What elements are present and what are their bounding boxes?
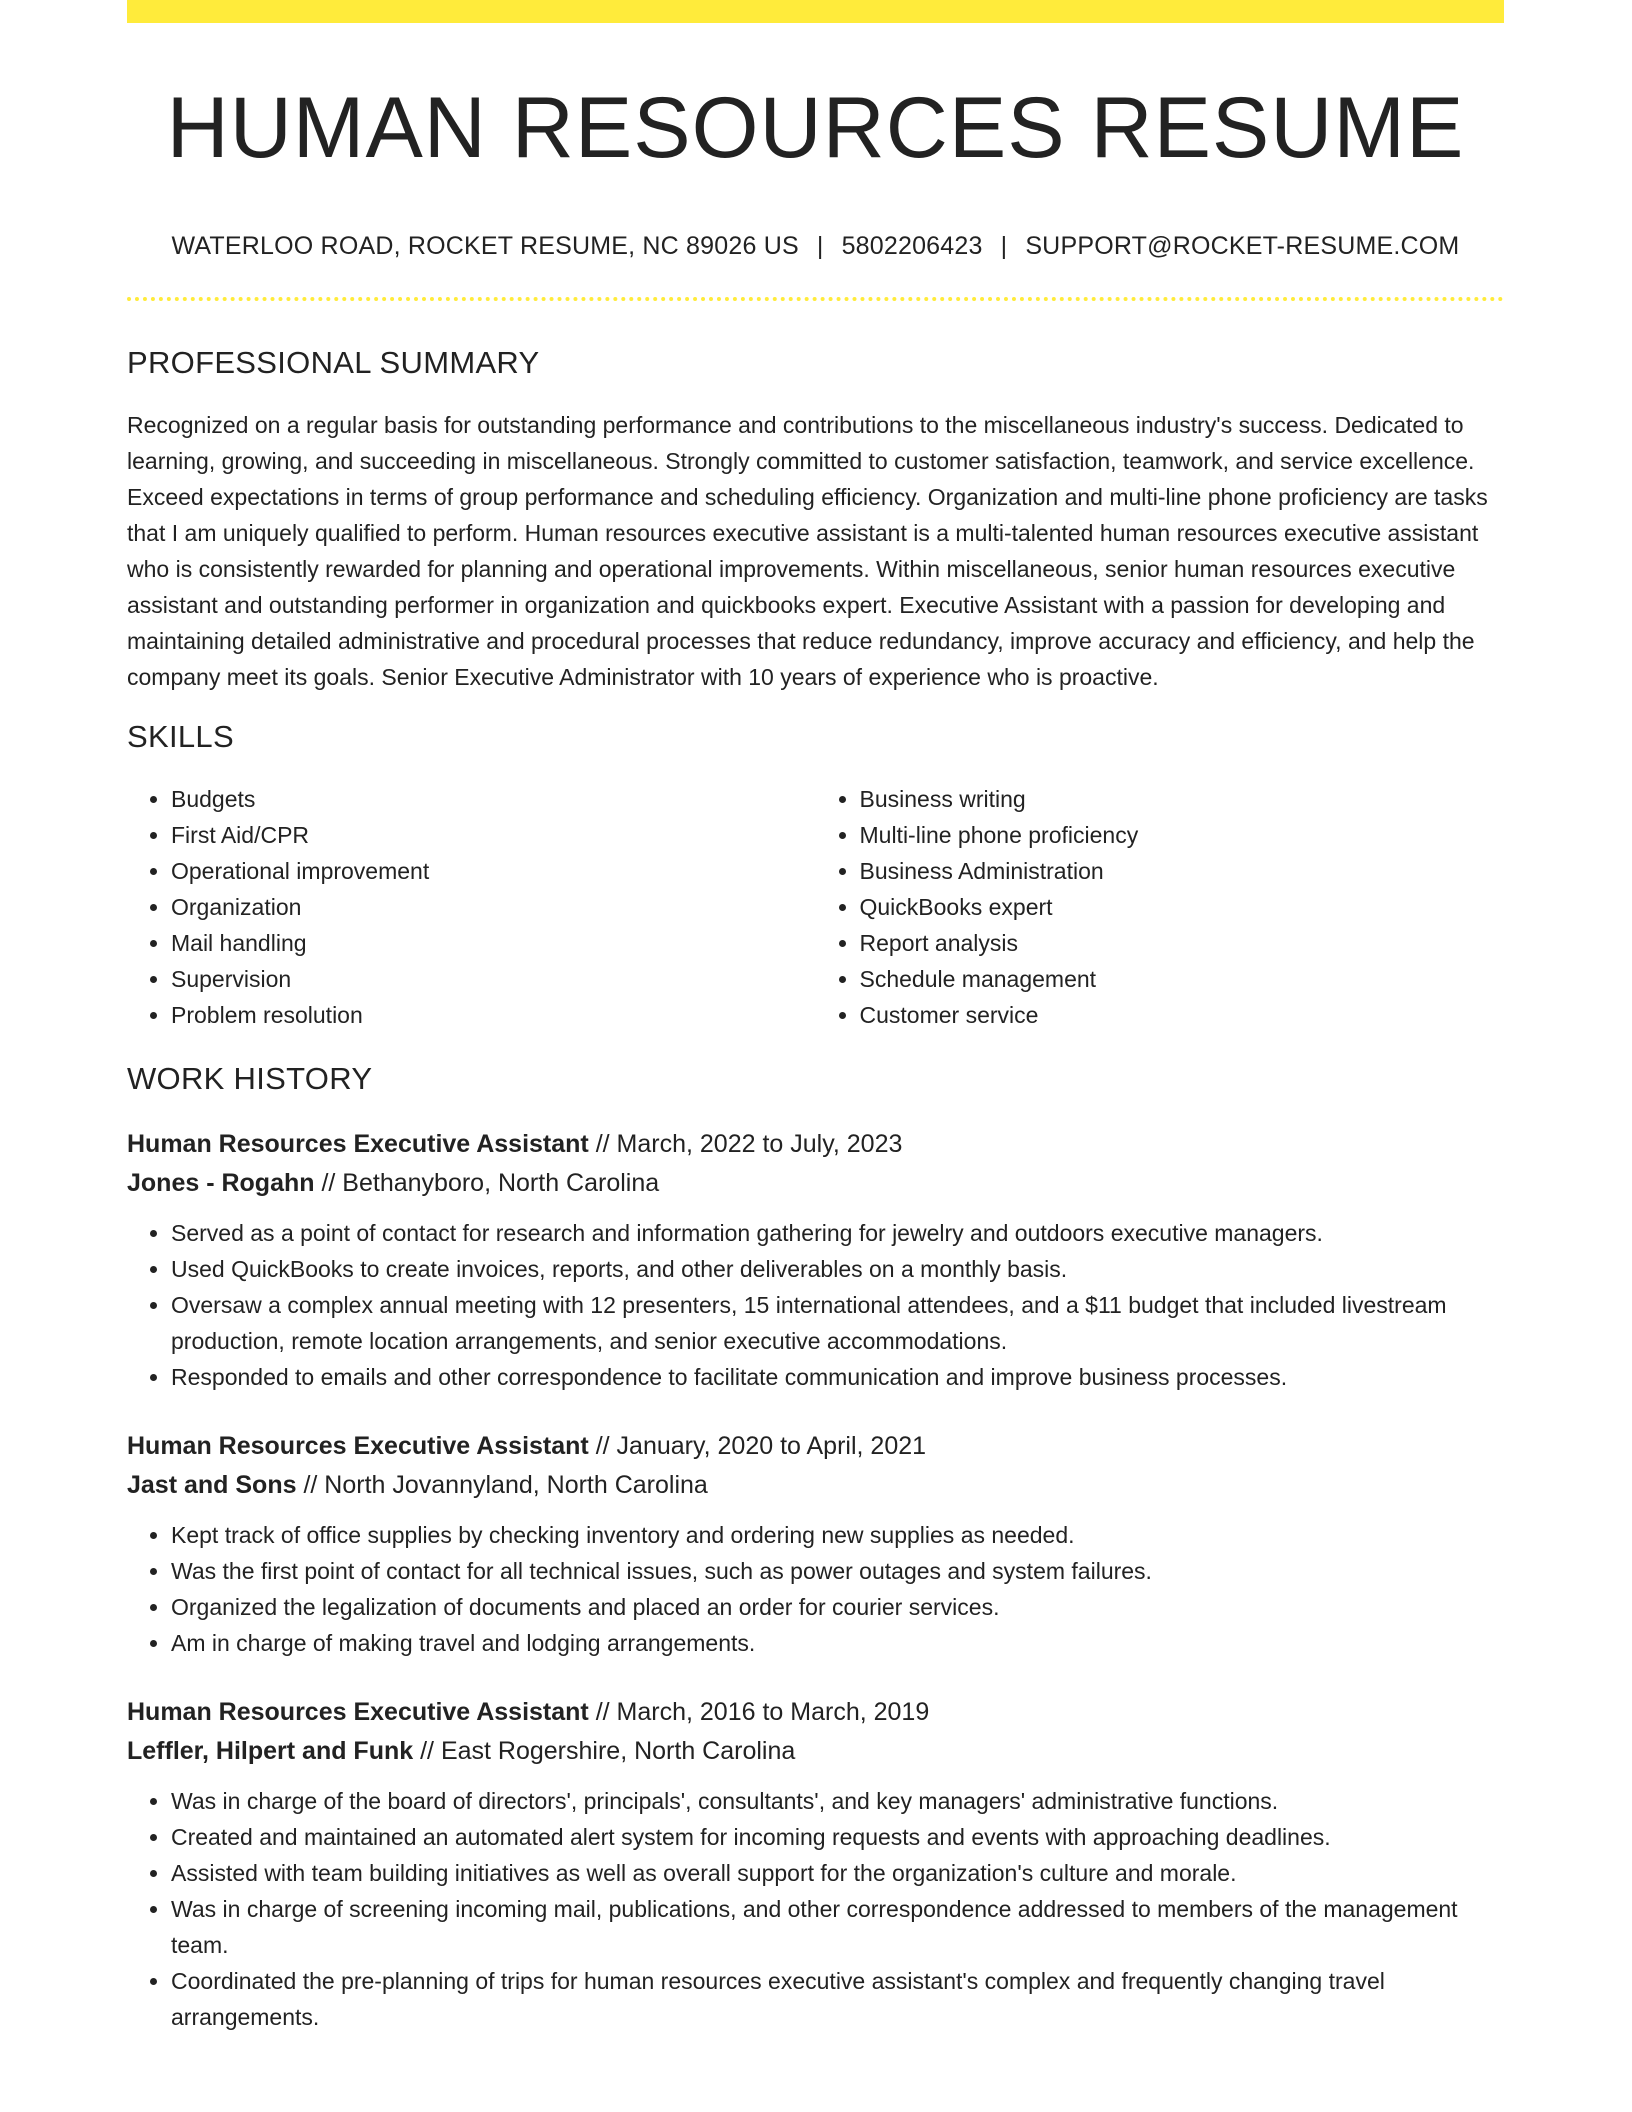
job-location: // Bethanyboro, North Carolina: [321, 1168, 660, 1197]
job-bullet: • Oversaw a complex annual meeting with 12 presenters, 15 international attendees, and a $11 budget that included livestream production, remote location arrangements, and senior executive accommodations.: [171, 1287, 1504, 1359]
skills-list: [127, 781, 1504, 1033]
contact-line: [127, 232, 1504, 261]
job-title-line: [127, 1693, 1504, 1732]
job-bullet: • Am in charge of making travel and lodging arrangements.: [171, 1625, 1504, 1661]
job-bullets: [127, 1215, 1504, 1395]
skill-item: • Business Administration: [860, 853, 1505, 889]
job-bullet: • Coordinated the pre-planning of trips for human resources executive assistant's complex and frequently changing travel arrangements.: [171, 1963, 1504, 2035]
summary-text: Recognized on a regular basis for outstanding performance and contributions to the miscellaneous industry's success. Dedicated to learning, growing, and succeeding in miscellaneous. Strongly committed to customer satisfaction, teamwork, and service excellence. Exceed expectations in terms of group performance and scheduling efficiency. Organization and multi-line phone proficiency are tasks that I am uniquely qualified to perform. Human resources executive assistant is a multi-talented human resources executive assistant who is consistently rewarded for planning and operational improvements. Within miscellaneous, senior human resources executive assistant and outstanding performer in organization and quickbooks expert. Executive Assistant with a passion for developing and maintaining detailed administrative and procedural processes that reduce redundancy, improve accuracy and efficiency, and help the company meet its goals. Senior Executive Administrator with 10 years of experience who is proactive.: [127, 411, 1488, 690]
separator: |: [1000, 231, 1008, 260]
job-bullet: • Was in charge of screening incoming mail, publications, and other correspondence addressed to members of the management team.: [171, 1891, 1504, 1963]
skill-item: • First Aid/CPR: [171, 817, 816, 853]
email-link[interactable]: SUPPORT@ROCKET-RESUME.COM: [1025, 231, 1460, 260]
summary-heading: PROFESSIONAL SUMMARY: [127, 344, 540, 380]
skill-item: • Budgets: [171, 781, 816, 817]
job-role: Human Resources Executive Assistant: [127, 1129, 589, 1158]
job-title-line: [127, 1125, 1504, 1164]
job-company-line: [127, 1732, 1504, 1771]
job-bullet: • Was the first point of contact for all technical issues, such as power outages and system failures.: [171, 1553, 1504, 1589]
job-dates: // January, 2020 to April, 2021: [595, 1431, 927, 1460]
job-company: Jones - Rogahn: [127, 1168, 315, 1197]
job-company-line: [127, 1164, 1504, 1203]
address: WATERLOO ROAD, ROCKET RESUME, NC 89026 US: [171, 231, 799, 260]
job-bullet: • Served as a point of contact for research and information gathering for jewelry and outdoors executive managers.: [171, 1215, 1504, 1251]
skills-column-right: [816, 781, 1505, 1033]
skill-item: • Problem resolution: [171, 997, 816, 1033]
job-title-line: [127, 1427, 1504, 1466]
job-company: Jast and Sons: [127, 1470, 297, 1499]
job-dates: // March, 2016 to March, 2019: [595, 1697, 930, 1726]
accent-bar: [127, 0, 1504, 23]
job-company: Leffler, Hilpert and Funk: [127, 1736, 414, 1765]
skill-item: • Organization: [171, 889, 816, 925]
skill-item: • QuickBooks expert: [860, 889, 1505, 925]
job-bullet: • Organized the legalization of documents and placed an order for courier services.: [171, 1589, 1504, 1625]
dotted-divider: [127, 297, 1504, 301]
skill-item: • Supervision: [171, 961, 816, 997]
job-dates: // March, 2022 to July, 2023: [595, 1129, 903, 1158]
page-title: HUMAN RESOURCES RESUME: [166, 80, 1465, 176]
work-history-heading: WORK HISTORY: [127, 1060, 373, 1096]
job-bullets: [127, 1517, 1504, 1661]
resume-page: [127, 0, 1504, 2035]
job-location: // North Jovannyland, North Carolina: [303, 1470, 708, 1499]
skill-item: • Report analysis: [860, 925, 1505, 961]
separator: |: [816, 231, 824, 260]
skill-item: • Business writing: [860, 781, 1505, 817]
skills-column-left: [127, 781, 816, 1033]
job-bullet: • Assisted with team building initiatives as well as overall support for the organization's culture and morale.: [171, 1855, 1504, 1891]
skill-item: • Operational improvement: [171, 853, 816, 889]
skill-item: • Mail handling: [171, 925, 816, 961]
job-bullet: • Used QuickBooks to create invoices, reports, and other deliverables on a monthly basis.: [171, 1251, 1504, 1287]
job-entry: [127, 1693, 1504, 2035]
job-role: Human Resources Executive Assistant: [127, 1431, 589, 1460]
job-bullet: • Created and maintained an automated alert system for incoming requests and events with approaching deadlines.: [171, 1819, 1504, 1855]
job-entry: [127, 1125, 1504, 1395]
job-bullets: [127, 1783, 1504, 2035]
phone: 5802206423: [841, 231, 983, 260]
job-bullet: • Kept track of office supplies by checking inventory and ordering new supplies as needed.: [171, 1517, 1504, 1553]
skill-item: • Schedule management: [860, 961, 1505, 997]
skills-heading: SKILLS: [127, 718, 234, 754]
job-location: // East Rogershire, North Carolina: [420, 1736, 796, 1765]
skill-item: • Multi-line phone proficiency: [860, 817, 1505, 853]
skill-item: • Customer service: [860, 997, 1505, 1033]
job-bullet: • Was in charge of the board of directors', principals', consultants', and key managers' administrative functions.: [171, 1783, 1504, 1819]
job-entry: [127, 1427, 1504, 1661]
job-role: Human Resources Executive Assistant: [127, 1697, 589, 1726]
job-company-line: [127, 1466, 1504, 1505]
job-bullet: • Responded to emails and other correspondence to facilitate communication and improve business processes.: [171, 1359, 1504, 1395]
